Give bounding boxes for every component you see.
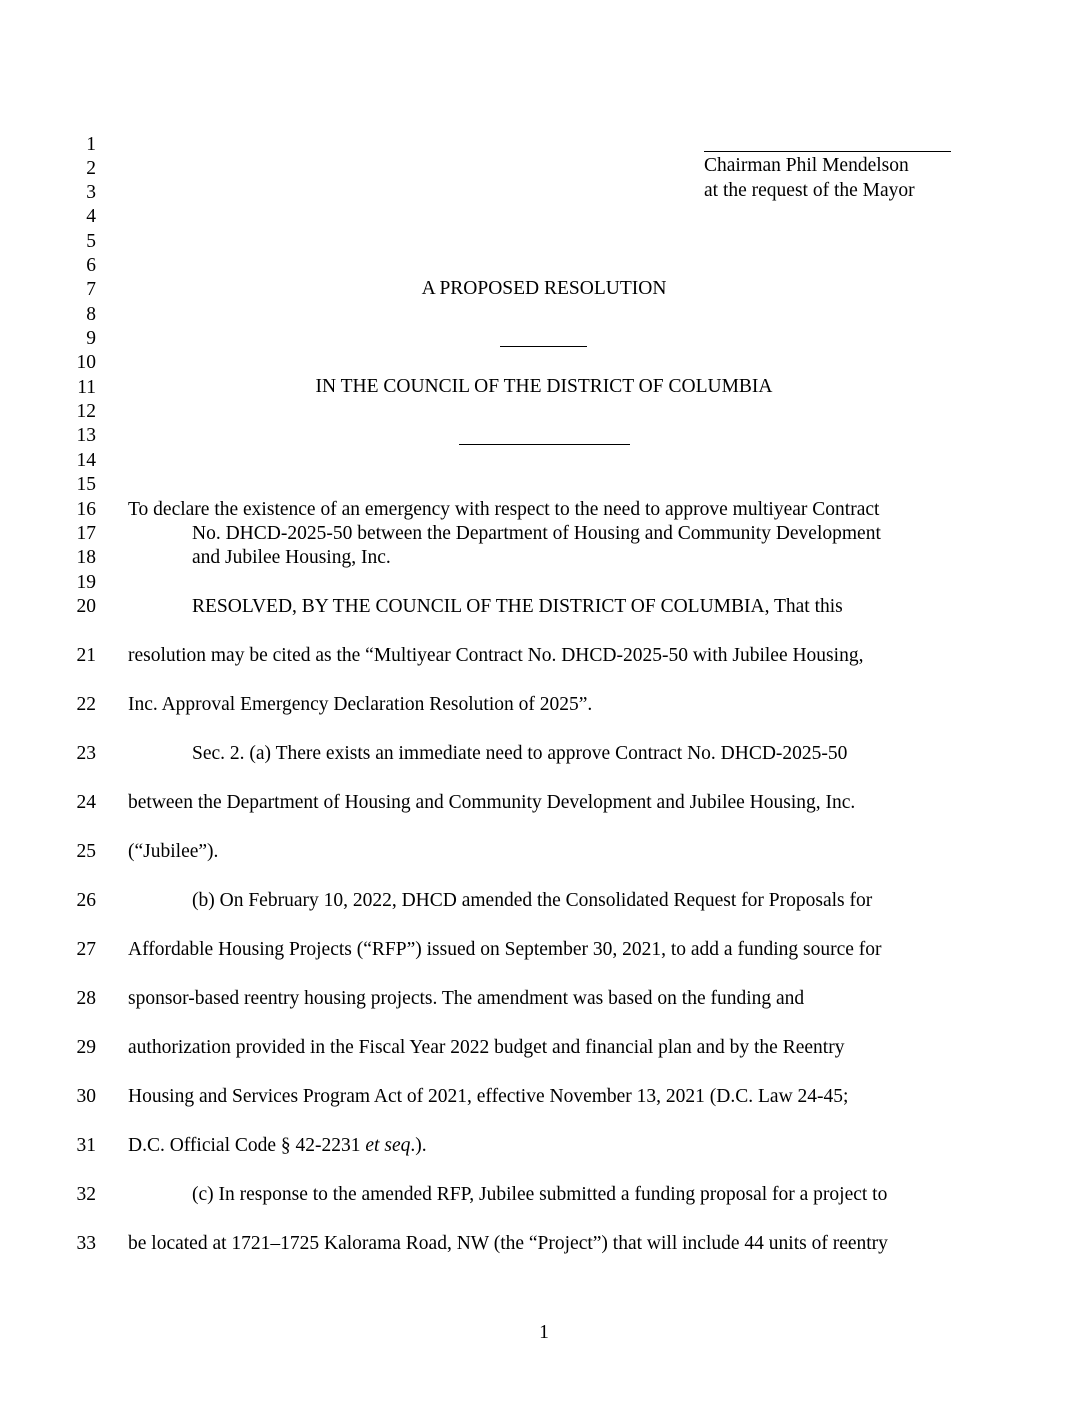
- resolution-title: A PROPOSED RESOLUTION: [421, 278, 667, 299]
- line-number: 15: [76, 474, 96, 495]
- title-rule: [500, 346, 587, 347]
- long-title-line: To declare the existence of an emergency with respect to the need to approve multiyear Contract: [128, 499, 880, 520]
- line-number: 16: [76, 499, 96, 520]
- line-number: 8: [86, 304, 96, 325]
- body-line: RESOLVED, BY THE COUNCIL OF THE DISTRICT OF COLUMBIA, That this: [192, 596, 843, 617]
- line-number: 33: [76, 1233, 96, 1254]
- line-number: 23: [76, 743, 96, 764]
- line-number: 26: [76, 890, 96, 911]
- council-rule: [459, 444, 630, 445]
- body-line: Inc. Approval Emergency Declaration Resolution of 2025”.: [128, 694, 593, 715]
- line-number: 29: [76, 1037, 96, 1058]
- body-line: (b) On February 10, 2022, DHCD amended the Consolidated Request for Proposals for: [192, 890, 873, 911]
- line-number: 28: [76, 988, 96, 1009]
- line-number: 2: [86, 158, 96, 179]
- line-number: 3: [86, 182, 96, 203]
- line-number: 27: [76, 939, 96, 960]
- body-line: be located at 1721–1725 Kalorama Road, NW (the “Project”) that will include 44 units of reentry: [128, 1233, 888, 1254]
- line-number: 5: [86, 231, 96, 252]
- body-line: between the Department of Housing and Community Development and Jubilee Housing, Inc.: [128, 792, 856, 813]
- body-line: (“Jubilee”).: [128, 841, 219, 862]
- line-number: 20: [76, 596, 96, 617]
- line-number: 10: [76, 352, 96, 373]
- long-title-line: and Jubilee Housing, Inc.: [192, 547, 391, 568]
- line-number: 18: [76, 547, 96, 568]
- line-number: 30: [76, 1086, 96, 1107]
- citation-italic: et seq: [365, 1135, 411, 1156]
- citation-text: D.C. Official Code § 42-2231: [128, 1135, 366, 1156]
- body-line: authorization provided in the Fiscal Year 2022 budget and financial plan and by the Reentry: [128, 1037, 845, 1058]
- council-heading: IN THE COUNCIL OF THE DISTRICT OF COLUMBIA: [315, 376, 773, 397]
- body-line: Housing and Services Program Act of 2021, effective November 13, 2021 (D.C. Law 24-45;: [128, 1086, 849, 1107]
- citation-end: .).: [410, 1135, 427, 1156]
- line-number: 13: [76, 425, 96, 446]
- long-title-line: No. DHCD-2025-50 between the Department of Housing and Community Development: [192, 523, 881, 544]
- body-line: resolution may be cited as the “Multiyear Contract No. DHCD-2025-50 with Jubilee Housing,: [128, 645, 864, 666]
- line-number: 25: [76, 841, 96, 862]
- line-number: 9: [86, 328, 96, 349]
- line-number: 1: [86, 134, 96, 155]
- body-line: Sec. 2. (a) There exists an immediate need to approve Contract No. DHCD-2025-50: [192, 743, 848, 764]
- line-number: 12: [76, 401, 96, 422]
- line-number: 6: [86, 255, 96, 276]
- line-number: 32: [76, 1184, 96, 1205]
- body-line: [128, 1136, 427, 1156]
- body-line: (c) In response to the amended RFP, Jubilee submitted a funding proposal for a project to: [192, 1184, 888, 1205]
- signature-line: [704, 151, 951, 152]
- line-number: 19: [76, 572, 96, 593]
- line-number: 4: [86, 206, 96, 227]
- sponsor-note: at the request of the Mayor: [704, 180, 915, 201]
- body-line: sponsor-based reentry housing projects. The amendment was based on the funding and: [128, 988, 805, 1009]
- line-number: 17: [76, 523, 96, 544]
- page-number: 1: [539, 1322, 549, 1343]
- line-number: 21: [76, 645, 96, 666]
- line-number: 11: [77, 377, 96, 398]
- body-line: Affordable Housing Projects (“RFP”) issued on September 30, 2021, to add a funding source for: [128, 939, 882, 960]
- sponsor-name: Chairman Phil Mendelson: [704, 155, 909, 176]
- line-number: 24: [76, 792, 96, 813]
- line-number: 22: [76, 694, 96, 715]
- line-number: 7: [86, 279, 96, 300]
- line-number: 31: [76, 1135, 96, 1156]
- line-number: 14: [76, 450, 96, 471]
